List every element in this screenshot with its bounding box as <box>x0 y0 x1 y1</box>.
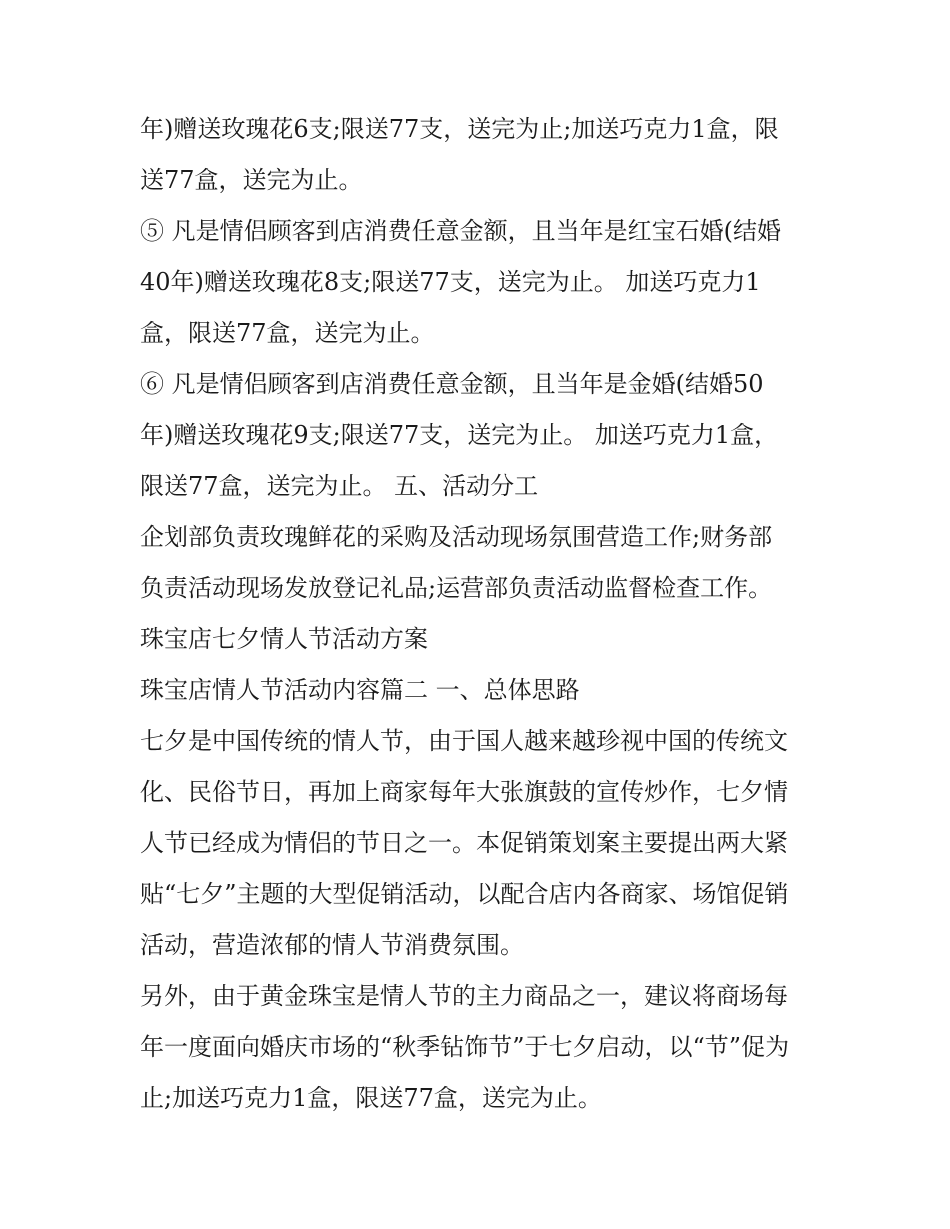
text-line: ⑥ 凡是情侣顾客到店消费任意金额，且当年是金婚(结婚50 <box>140 370 764 398</box>
text-line: 送77盒，送完为止。 <box>140 166 363 194</box>
text-line: 限送77盒，送完为止。 五、活动分工 <box>140 472 539 500</box>
text-line: ⑤ 凡是情侣顾客到店消费任意金额，且当年是红宝石婚(结婚 <box>140 217 781 245</box>
text-line: 年)赠送玫瑰花9支;限送77支，送完为止。 加送巧克力1盒， <box>140 421 779 449</box>
text-line: 负责活动现场发放登记礼品;运营部负责活动监督检查工作。 <box>140 574 773 602</box>
document-body <box>140 104 810 1124</box>
text-line: 人节已经成为情侣的节日之一。本促销策划案主要提出两大紧 <box>140 829 788 857</box>
text-line: 七夕是中国传统的情人节，由于国人越来越珍视中国的传统文 <box>140 727 788 755</box>
text-line: 盒，限送77盒，送完为止。 <box>140 319 435 347</box>
text-line: 活动，营造浓郁的情人节消费氛围。 <box>140 931 524 959</box>
text-line: 年)赠送玫瑰花6支;限送77支，送完为止;加送巧克力1盒，限 <box>140 115 779 143</box>
text-line: 化、民俗节日，再加上商家每年大张旗鼓的宣传炒作，七夕情 <box>140 778 788 806</box>
text-line: 另外，由于黄金珠宝是情人节的主力商品之一，建议将商场每 <box>140 982 788 1010</box>
section-heading: 珠宝店七夕情人节活动方案 <box>140 625 428 653</box>
text-line: 40年)赠送玫瑰花8支;限送77支，送完为止。 加送巧克力1 <box>140 268 761 296</box>
text-line: 止;加送巧克力1盒，限送77盒，送完为止。 <box>140 1084 602 1112</box>
text-line: 企划部负责玫瑰鲜花的采购及活动现场氛围营造工作;财务部 <box>140 523 773 551</box>
text-line: 贴“七夕”主题的大型促销活动，以配合店内各商家、场馆促销 <box>140 880 789 908</box>
section-heading: 珠宝店情人节活动内容篇二 一、总体思路 <box>140 676 580 704</box>
text-line: 年一度面向婚庆市场的“秋季钻饰节”于七夕启动，以“节”促为 <box>140 1033 790 1061</box>
